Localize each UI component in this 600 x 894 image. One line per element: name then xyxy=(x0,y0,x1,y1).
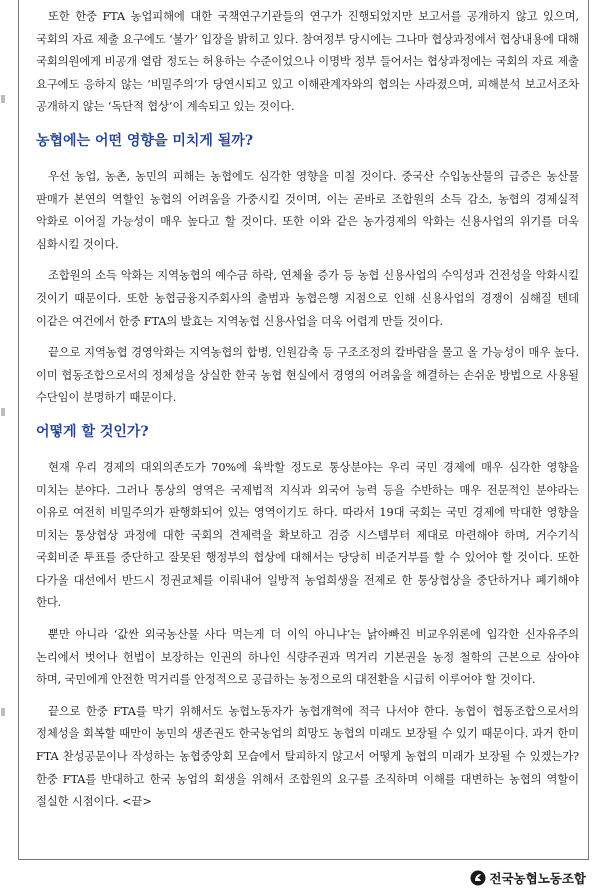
margin-mark xyxy=(1,408,5,416)
section2-paragraph: 현재 우리 경제의 대외의존도가 70%에 육박할 정도로 통상분야는 우리 국민 경제에 매우 심각한 영향을 미치는 분야다. 그러나 통상의 영역은 국제법적 지식과 외국어 능력 등을 수반하는 매우 전문적인 분야라는 이유로 여전히 비밀주의가 판행화되어 있는 영역이기도 하다. 따라서 19대 국회는 국민 경제에 막대한 영향을 미치는 통상협상 과정에 대한 국회의 견제력을 확보하고 검증 시스템부터 제대로 마련해야 하며, 거수기식 국회비준 투표를 중단하고 잘못된 행정부의 협상에 대해서는 당당히 비준거부를 할 수 있어야 할 것이다. 또한 다가올 대선에서 반드시 정권교체를 이뤄내어 일방적 농업희생을 전제로 한 통상협상을 중단하거나 폐기해야 한다. xyxy=(36,460,579,610)
intro-paragraph: 또한 한중 FTA 농업피해에 대한 국책연구기관들의 연구가 진행되었지만 보고서를 공개하지 않고 있으며, 국회의 자료 제출 요구에도 ‘불가’ 입장을 밝히고 있다. 참여정부 당시에는 그나마 협상과정에서 협상내용에 대해 국회의원에게 비공개 열람 정도는 허용하는 수준이었으나 이명박 정부 들어서는 협상과정에는 국회의 자료 제출 요구에도 응하지 않는 ‘비밀주의’가 당연시되고 있고 이해관계자와의 협의는 사라졌으며, 피해분석 보고서조차 공개하지 않는 ‘독단적 협상’이 계속되고 있는 것이다. xyxy=(36,10,579,114)
document-page xyxy=(18,0,589,860)
document-body xyxy=(36,6,579,823)
margin-mark xyxy=(1,95,5,103)
section1-paragraph: 우선 농업, 농촌, 농민의 피해는 농협에도 심각한 영향을 미칠 것이다. 중국산 수입농산물의 급증은 농산물 판매가 본연의 역할인 농협의 어려움을 가중시킬 것이며, 이는 곧바로 조합원의 소득 감소, 농협의 경제실적 악화로 이어질 가능성이 매우 높다고 할 것이다. 또한 이와 같은 농가경제의 악화는 신용사업의 위기를 더욱 심화시킬 것이다. xyxy=(36,169,579,251)
section1-paragraph: 조합원의 소득 악화는 지역농협의 예수금 하락, 연체율 증가 등 농협 신용사업의 수익성과 건전성을 악화시킬 것이기 때문이다. 또한 농협금융지주회사의 출범과 농협은행 지점으로 인해 신용사업의 경쟁이 심해질 텐데 이같은 여건에서 한중 FTA의 발효는 지역농협 신용사업을 더욱 어렵게 만들 것이다. xyxy=(36,269,579,328)
section-heading-what-to-do: 어떻게 할 것인가? xyxy=(36,423,149,440)
section2-paragraph: 끝으로 한중 FTA를 막기 위해서도 농협노동자가 농협개혁에 적극 나서야 한다. 농협이 협동조합으로서의 정체성을 회복할 때만이 농민의 생존권도 한국농업의 희망도 농협의 미래도 보장될 수 있기 때문이다. 과거 한미 FTA 찬성공문이나 작성하는 농협중앙회 모습에서 탈피하지 않고서 어떻게 농협의 미래가 보장될 수 있겠는가? 한중 FTA를 반대하고 한국 농업의 회생을 위해서 조합원의 요구를 조직하며 이해를 대변하는 농협의 역할이 절실한 시점이다. <끝> xyxy=(36,704,579,809)
org-name: 전국농협노동조합 xyxy=(489,871,586,886)
margin-mark xyxy=(1,708,5,716)
section-heading-nonghyup-impact: 농협에는 어떤 영향을 미치게 될까? xyxy=(36,132,254,149)
footer-org xyxy=(470,868,586,888)
section2-paragraph: 뿐만 아니라 ‘값싼 외국농산물 사다 먹는게 더 이익 아니냐’는 낡아빠진 비교우위론에 입각한 신자유주의 논리에서 벗어나 헌법이 보장하는 인권의 하나인 식량주권과 먹거리 기본권을 농정 철학의 근본으로 삼아야 하며, 국민에게 안전한 먹거리를 안정적으로 공급하는 농정으로의 대전환을 시급히 이루어야 할 것이다. xyxy=(36,628,579,687)
union-logo-icon xyxy=(470,870,486,886)
section1-paragraph: 끝으로 지역농협 경영악화는 지역농협의 합병, 인원감축 등 구조조정의 칼바람을 몰고 올 가능성이 매우 높다. 이미 협동조합으로서의 정체성을 상실한 한국 농협 현실에서 경영의 어려움을 해결하는 손쉬운 방법으로 사용될 수단임이 분명하기 때문이다. xyxy=(36,346,579,405)
